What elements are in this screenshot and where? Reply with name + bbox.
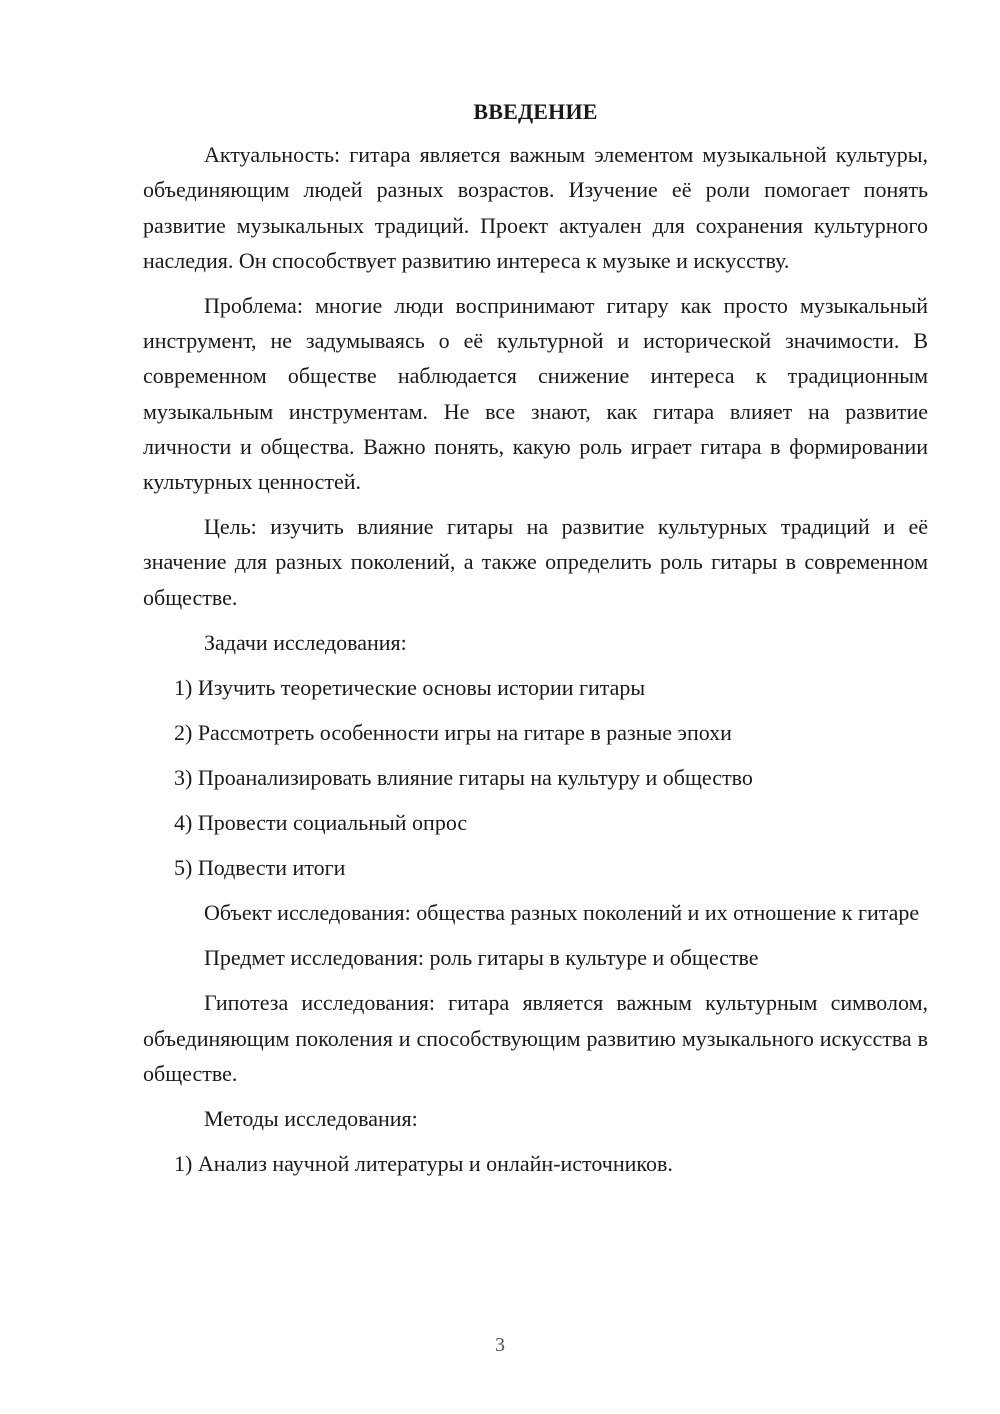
subject-paragraph: Предмет исследования: роль гитары в культуре и обществе [204,945,759,971]
page-number: 3 [495,1334,505,1356]
task-item-1: 1) Изучить теоретические основы истории гитары [174,675,646,701]
tasks-title: Задачи исследования: [204,629,407,655]
section-heading: ВВЕДЕНИЕ [473,99,598,124]
relevance-paragraph: Актуальность: гитара является важным элементом музыкальной культуры, объединяющим людей разных возрастов. Изучение её роли помогает понять развитие музыкальных традиций. Проект актуален для сохранения культурного наследия. Он способствует развитию интереса к музыке и искусству. [143,142,928,273]
task-item-4: 4) Провести социальный опрос [174,810,468,836]
object-paragraph: Объект исследования: общества разных поколений и их отношение к гитаре [204,900,920,926]
problem-paragraph: Проблема: многие люди воспринимают гитару как просто музыкальный инструмент, не задумываясь о её культурной и исторической значимости. В современном обществе наблюдается снижение интереса к традиционным музыкальным инструментам. Не все знают, как гитара влияет на развитие личности и общества. Важно понять, какую роль играет гитара в формировании культурных ценностей. [143,293,928,495]
task-item-3: 3) Проанализировать влияние гитары на культуру и общество [174,765,753,791]
methods-title: Методы исследования: [204,1106,418,1132]
task-item-5: 5) Подвести итоги [174,855,346,881]
goal-paragraph: Цель: изучить влияние гитары на развитие культурных традиций и её значение для разных поколений, а также определить роль гитары в современном обществе. [143,514,928,610]
task-item-2: 2) Рассмотреть особенности игры на гитаре в разные эпохи [174,720,732,746]
method-item-1: 1) Анализ научной литературы и онлайн-источников. [174,1151,673,1177]
document-page [143,94,928,1191]
hypothesis-paragraph: Гипотеза исследования: гитара является важным культурным символом, объединяющим поколения и способствующим развитию музыкального искусства в обществе. [143,990,928,1086]
